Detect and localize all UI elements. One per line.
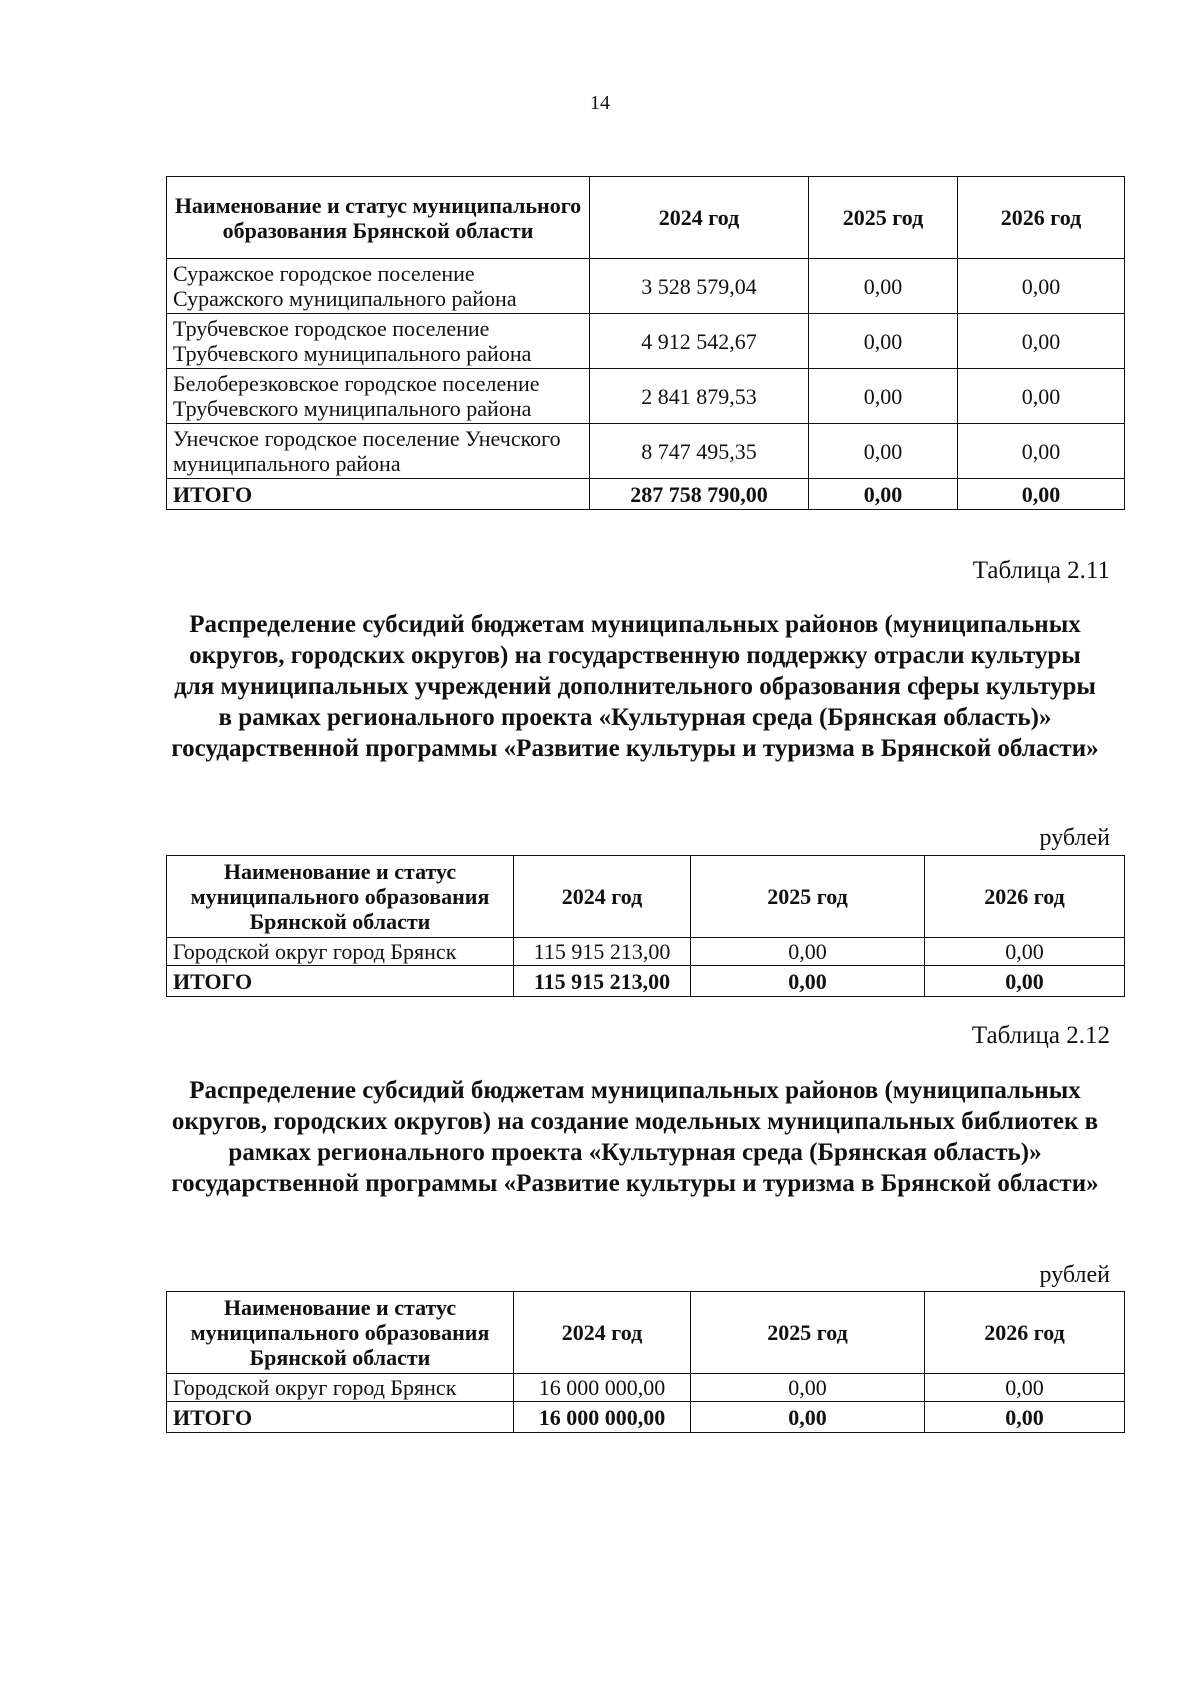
total-row [167, 966, 1125, 997]
table-header-row [167, 856, 1125, 938]
value-2026: 0,00 [925, 938, 1125, 966]
header-2025: 2025 год [809, 177, 958, 259]
header-2025: 2025 год [691, 1292, 925, 1374]
value-2024: 3 528 579,04 [590, 259, 809, 314]
value-2025: 0,00 [809, 424, 958, 479]
total-2026: 0,00 [958, 479, 1125, 510]
total-2024: 115 915 213,00 [514, 966, 691, 997]
total-row [167, 1402, 1125, 1433]
value-2024: 8 747 495,35 [590, 424, 809, 479]
value-2024: 115 915 213,00 [514, 938, 691, 966]
total-2024: 287 758 790,00 [590, 479, 809, 510]
table-2-12 [166, 1291, 1125, 1433]
header-2024: 2024 год [514, 1292, 691, 1374]
table-continuation [166, 176, 1125, 510]
table-header-row [167, 177, 1125, 259]
total-2026: 0,00 [925, 1402, 1125, 1433]
table-row [167, 1374, 1125, 1402]
table-2-12-unit: рублей [1039, 1262, 1110, 1288]
value-2025: 0,00 [809, 369, 958, 424]
value-2025: 0,00 [809, 259, 958, 314]
header-name: Наименование и статус муниципального образования Брянской области [167, 177, 590, 259]
header-2024: 2024 год [514, 856, 691, 938]
total-label: ИТОГО [167, 479, 590, 510]
header-name: Наименование и статус муниципального образования Брянской области [167, 1292, 514, 1374]
table-row [167, 314, 1125, 369]
value-2025: 0,00 [809, 314, 958, 369]
header-name: Наименование и статус муниципального образования Брянской области [167, 856, 514, 938]
municipality-name: Унечское городское поселение Унечского муниципального района [167, 424, 590, 479]
value-2024: 16 000 000,00 [514, 1374, 691, 1402]
value-2026: 0,00 [925, 1374, 1125, 1402]
total-row [167, 479, 1125, 510]
header-2025: 2025 год [691, 856, 925, 938]
table-row [167, 938, 1125, 966]
value-2025: 0,00 [691, 1374, 925, 1402]
table-row [167, 369, 1125, 424]
table-row [167, 424, 1125, 479]
table-2-11-label: Таблица 2.11 [972, 557, 1110, 584]
municipality-name: Суражское городское поселение Суражского муниципального района [167, 259, 590, 314]
header-2026: 2026 год [958, 177, 1125, 259]
table-header-row [167, 1292, 1125, 1374]
municipality-name: Городской округ город Брянск [167, 1374, 514, 1402]
total-2025: 0,00 [691, 1402, 925, 1433]
value-2024: 2 841 879,53 [590, 369, 809, 424]
table-2-12-label: Таблица 2.12 [971, 1022, 1110, 1049]
total-2025: 0,00 [691, 966, 925, 997]
table-2-11-title: Распределение субсидий бюджетам муниципальных районов (муниципальных округов, городских округов) на государственную поддержку отрасли культуры для муниципальных учреждений дополнительного образования сферы культуры в рамках регионального проекта «Культурная среда (Брянская область)» государственной программы «Развитие культуры и туризма в Брянской области» [171, 611, 1099, 762]
page-number: 14 [590, 92, 610, 114]
value-2026: 0,00 [958, 369, 1125, 424]
table-2-11-unit: рублей [1039, 825, 1110, 851]
municipality-name: Белоберезковское городское поселение Трубчевского муниципального района [167, 369, 590, 424]
total-2024: 16 000 000,00 [514, 1402, 691, 1433]
value-2026: 0,00 [958, 314, 1125, 369]
header-2026: 2026 год [925, 856, 1125, 938]
total-2026: 0,00 [925, 966, 1125, 997]
value-2026: 0,00 [958, 259, 1125, 314]
municipality-name: Городской округ город Брянск [167, 938, 514, 966]
municipality-name: Трубчевское городское поселение Трубчевского муниципального района [167, 314, 590, 369]
table-2-11 [166, 855, 1125, 997]
value-2024: 4 912 542,67 [590, 314, 809, 369]
header-2026: 2026 год [925, 1292, 1125, 1374]
value-2026: 0,00 [958, 424, 1125, 479]
header-2024: 2024 год [590, 177, 809, 259]
table-2-12-title: Распределение субсидий бюджетам муниципальных районов (муниципальных округов, городских округов) на создание модельных муниципальных библиотек в рамках регионального проекта «Культурная среда (Брянская область)» государственной программы «Развитие культуры и туризма в Брянской области» [171, 1077, 1099, 1197]
total-label: ИТОГО [167, 1402, 514, 1433]
value-2025: 0,00 [691, 938, 925, 966]
total-label: ИТОГО [167, 966, 514, 997]
table-row [167, 259, 1125, 314]
total-2025: 0,00 [809, 479, 958, 510]
